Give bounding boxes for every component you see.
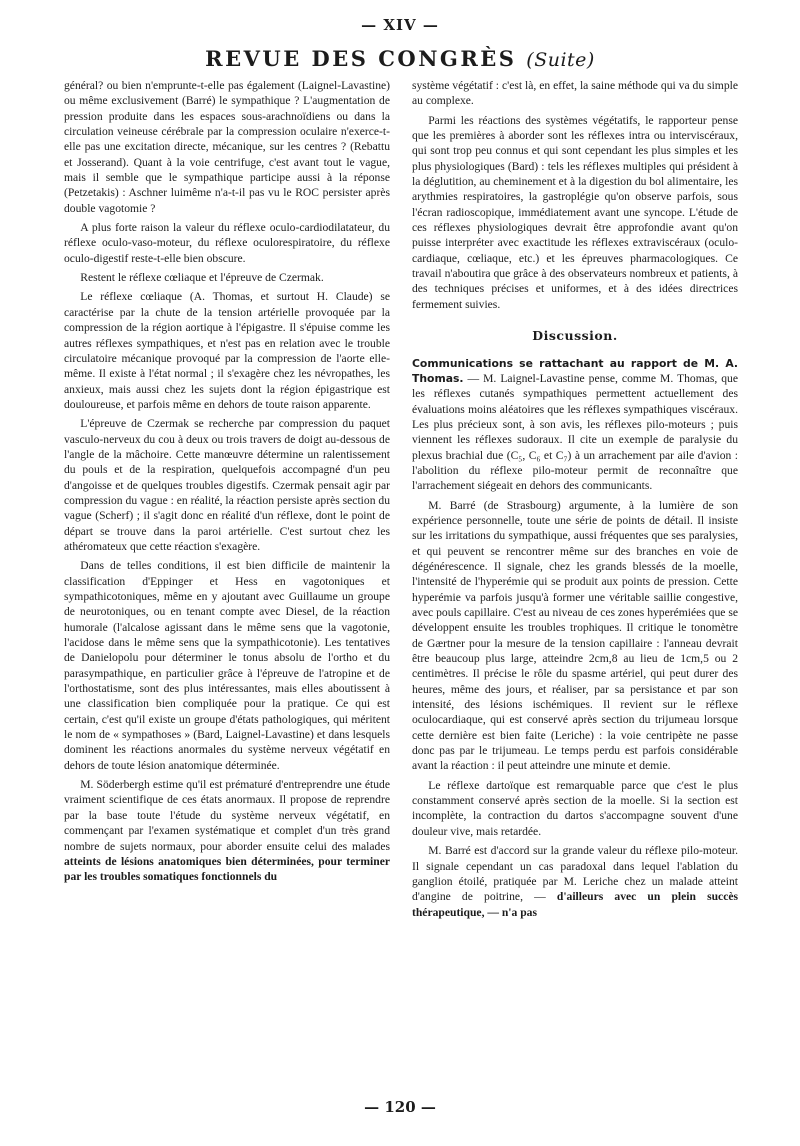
discussion-heading: Discussion. bbox=[532, 328, 618, 344]
paragraph: Dans de telles conditions, il est bien difficile de maintenir la classification d'Eppinger et Hess en vagotoniques et sympathicotoniques, même en y ajoutant avec Guillaume un groupe de neurotoniques, ou en tenant compte avec Diesel, de la réaction humorale (l'alcalose agissant dans le même sens que la vagotonie, l'acidose dans le même sens que la sympathicotonie). Les tentatives de Danielopolu pour déterminer le tonus absolu de l'ortho et du parasympathique, en particulier grâce à l'épreuve de l'atropine et de l'orthostatisme, sont des plus intéressantes, mais elles aboutissent à une classification bien compliquée pour la pratique. Ce qui est certain, c'est qu'il existe un groupe d'états pathologiques, qui méritent le nom de « sympathoses » (Bard, Laignel-Lavastine) et dans lesquels dominent les réactions anormales du système nerveux végétatif en dehors de toute lésion anatomique déterminée. bbox=[64, 559, 390, 772]
paragraph-text: M. Söderbergh estime qu'il est prématuré d'entreprendre une étude vraiment scientifique de ces états anormaux. Il propose de reprendre par la base toute l'étude du système nerveux végétatif, en commençant par l'examen systématique et complet d'un très grand nombre de sujets normaux, pour aborder ensuite celui des malades bbox=[64, 778, 390, 853]
title-suffix: (Suite) bbox=[526, 49, 595, 71]
paragraph-text: M. Barré est d'accord sur la grande valeur du réflexe pilo-moteur. Il signale cependant un cas paradoxal dans lequel l'ablation du ganglion étoilé, pratiquée par M. Leriche chez un malade atteint d'angine de poitrine, — bbox=[412, 844, 738, 904]
paragraph bbox=[412, 843, 738, 920]
roman-folio: — XIV — bbox=[361, 16, 439, 34]
paragraph: A plus forte raison la valeur du réflexe oculo-cardiodilatateur, du réflexe oculo-vaso-moteur, du réflexe oculorespiratoire, du réflexe oculo-digestif reste-t-elle bien obscure. bbox=[64, 221, 390, 265]
paragraph bbox=[412, 356, 738, 494]
paragraph: système végétatif : c'est là, en effet, la saine méthode qui va du simple au complexe. bbox=[412, 79, 738, 108]
right-column bbox=[412, 78, 738, 920]
paragraph: général? ou bien n'emprunte-t-elle pas également (Laignel-Lavastine) ou même exclusivement (Barré) le sympathique ? L'augmentation de pression produite dans les espaces sous-arachnoïdiens ou dans la circulation veineuse cérébrale par la compression oculaire n'exerce-t-elle pas une excitation directe, mécanique, sur les centres ? (Rebattu et Josserand). Quant à la voie centrifuge, c'est avant tout le vague, mais il semble que le sympathique participe aussi à la réponse (Petzetakis) : Aschner luimême n'a-t-il pas vu le ROC persister après double vagotomie ? bbox=[64, 79, 390, 215]
page-number: — 120 — bbox=[364, 1098, 436, 1116]
paragraph-bold-text: atteints de lésions anatomiques bien déterminées, pour terminer par les troubles somatiques fonctionnels du bbox=[64, 854, 390, 884]
paragraph: Le réflexe dartoïque est remarquable parce que c'est le plus constamment conservé après section de la moelle. Si la section est incomplète, la contraction du dartos s'accompagne souvent d'une douleur vive, mais retardée. bbox=[412, 778, 738, 838]
paragraph-bold-text: d'ailleurs avec un plein succès thérapeutique, — n'a pas bbox=[412, 890, 739, 919]
left-column bbox=[64, 78, 390, 885]
paragraph bbox=[64, 777, 390, 884]
communications-heading: Communications se rattachant au rapport de M. A. Thomas. bbox=[412, 356, 738, 385]
journal-title: REVUE DES CONGRÈS bbox=[205, 46, 517, 71]
paragraph-text: — M. Laignel-Lavastine pense, comme M. Thomas, que les réflexes cutanés sympathiques permettent actuellement des évaluations moins aléatoires que les réflexes sympathiques viscéraux. Les plus précieux sont, à son avis, les réflexes pilo-moteurs ; puis viennent les réflexes sudoraux. Il cite un exemple de paralysie du plexus brachial due (C₅, C₆ et C₇) à un arrachement par aile d'avion : l'abolition du réflexe pilo-moteur permit de reconnaître que l'arrachement siégeait en dehors des communicants. bbox=[412, 371, 738, 493]
paragraph: Le réflexe cœliaque (A. Thomas, et surtout H. Claude) se caractérise par la chute de la tension artérielle provoquée par la compression de la région aortique à l'épigastre. Il s'épuise comme les autres réflexes sympathiques, et n'est pas en relation avec le trouble circulatoire mécanique provoqué par la compression de l'aorte elle-même. Il existe à l'état normal ; il s'exagère chez les névropathes, les anxieux, mais aussi chez les sujets dont la région épigastrique est douloureuse, et parfois même en dehors de toute raison apparente. bbox=[64, 290, 390, 411]
paragraph: Parmi les réactions des systèmes végétatifs, le rapporteur pense que les premières à aborder sont les réflexes intra ou interviscéraux, qui sont trop peu connus et qui sont cependant les plus simples et les plus physiologiques (Bard) : tels les réflexes multiples qui président à la déglutition, au cheminement et à la digestion du bol alimentaire, les arythmies respiratoires, la gastroplégie qu'on observe parfois, sous l'écran radioscopique, immédiatement avant une syncope. L'étude de ces réflexes physiologiques devrait être approfondie avant qu'on puisse interpréter avec exactitude les réflexes extraviscéraux (oculo-cardiaque, cœliaque, etc.) et les épreuves pharmacologiques. Ce travail n'aboutira que grâce à des observateurs nombreux et patients, à des techniques précises et uniformes, et à des idées directrices fermement suivies. bbox=[412, 113, 738, 311]
paragraph: Restent le réflexe cœliaque et l'épreuve de Czermak. bbox=[80, 271, 324, 285]
running-head bbox=[0, 46, 800, 71]
paragraph: L'épreuve de Czermak se recherche par compression du paquet vasculo-nerveux du cou à deux ou trois travers de doigt au-dessous de l'angle de la mâchoire. Cette manœuvre détermine un ralentissement du pouls et de la respiration, quelquefois accompagné d'un peu d'angoisse et de quelques troubles digestifs. Czermak pensait agir par compression du vague : en réalité, la réaction persiste après section du vague (Scherf) ; il s'agit donc en réalité d'un réflexe, dont le point de départ se trouve dans la paroi artérielle. C'est surtout chez les athéromateux que cette réaction s'exagère. bbox=[64, 417, 390, 553]
paragraph: M. Barré (de Strasbourg) argumente, à la lumière de son expérience personnelle, toute une série de points de détail. Il insiste sur les irritations du sympathique, aussi fréquentes que ses paralysies, et qui peuvent se rencontrer même sur des branches en voie de dégénérescence. Il signale, chez les grands blessés de la moelle, l'intensité de l'hyperémie qui se produit aux points de pression. Cette hyperémie va parfois jusqu'à former une véritable saillie congestive, avec pouls capillaire. C'est au niveau de ces zones hyperémiées que se développent ensuite les troubles trophiques. Il critique le tonomètre de Gærtner pour la mesure de la tension capillaire : l'anneau devrait être beaucoup plus large, atteindre 2cm,8 au lieu de 1cm,5 ou 2 centimètres. Il précise le rôle du spasme artériel, qui peut durer des heures, même des jours, et réaliser, par sa persistance et par son intensité, des lésions ischémiques. Il revient sur le réflexe oculocardiaque, qui est conservé après section du trijumeau lorsque cette dernière est bien faite (Leriche) : la voie centripète ne passe donc pas par le trijumeau. Le temps perdu est parfois considérable avant la réaction : il peut atteindre une minute et demie. bbox=[412, 498, 738, 773]
